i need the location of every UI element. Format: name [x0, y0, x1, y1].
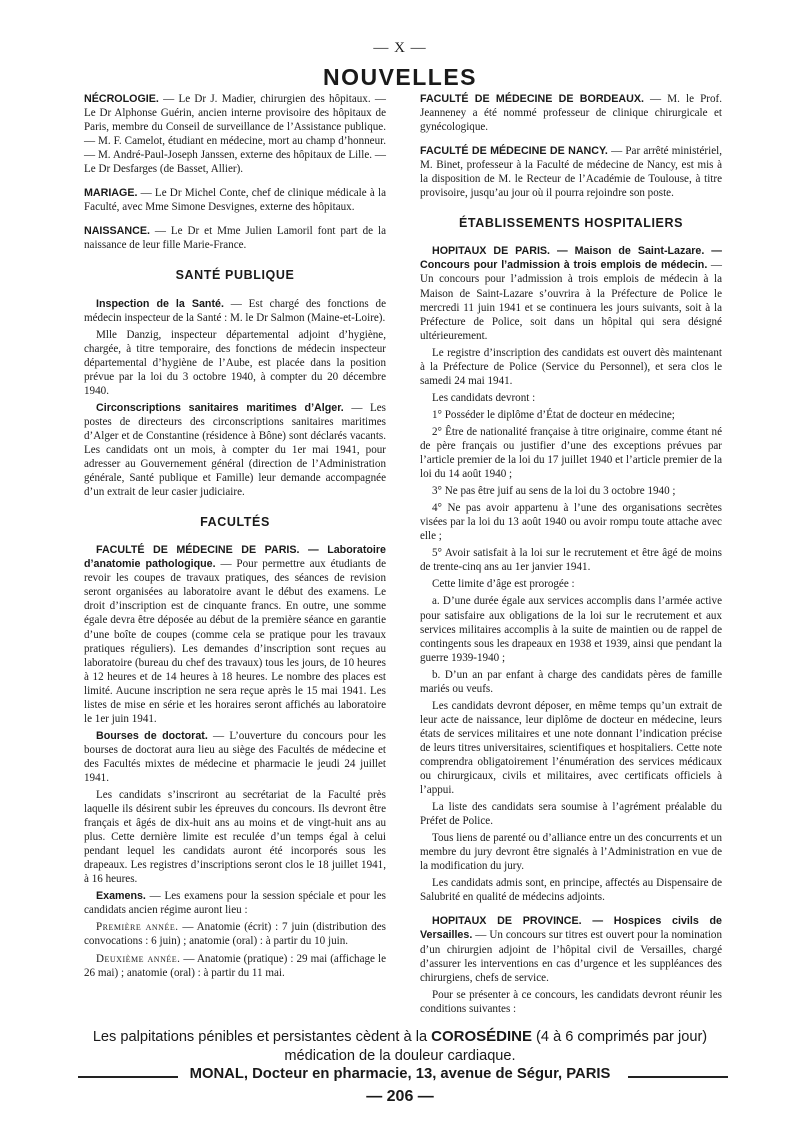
limite-a: a. D’une durée égale aux services accomplis dans l’armée active pour satisfaire aux obligations de la loi sur le recrutement et aux services militaires accomplis à la suite de maintien ou de rappel de contingents sous les drapeaux en 1938 et 1939, ainsi que pendant la guerre 1939-1940 ; [420, 595, 722, 664]
inspection-paragraph [84, 297, 386, 325]
necrologie-heading: NÉCROLOGIE. [84, 93, 159, 105]
bourses-paragraph-2: Les candidats s’inscriront au secrétariat de la Faculté près laquelle ils désirent subir les épreuves du concours. Ils devront être français et âgés de dix-huit ans au moins et de vingt-huit ans au plus. Cette dernière limite est reculée d’un temps égal à celui pendant lequel les candidats auront été incorporés sous les drapeaux. Les registres d’inscriptions seront clos le 18 juillet 1941, à 16 heures. [84, 789, 386, 886]
hopitaux-paris-paragraph [420, 244, 722, 342]
naissance-paragraph [84, 224, 386, 252]
premiere-annee-text: — Anatomie (écrit) : 7 juin (distribution des convocations : 6 juin) ; anatomie (oral) : à partir du 10 juin. [84, 921, 386, 948]
examens-paragraph [84, 889, 386, 917]
naissance-heading: NAISSANCE. [84, 225, 150, 238]
danzig-paragraph: Mlle Danzig, inspecteur départemental adjoint d’hygiène, chargée, à titre temporaire, des fonctions de médecin inspecteur départemental d’hygiène de l’Aube, est placée dans la position prévue par la loi du 3 octobre 1940, à compter du 20 décembre 1940. [84, 328, 386, 397]
deposer-paragraph: Les candidats devront déposer, en même temps qu’un extrait de leur acte de naissance, leur diplôme de docteur en médecine, leurs états de services militaires et une note donnant l’indication précise de leurs titres universitaires, scientifiques et hospitaliers. Cette note comprendra obligatoirement l’énumération des services médicaux ou chirurgicaux, civils et militaires, avec certificats officiels à l’appui. [420, 699, 722, 797]
admis-paragraph: Les candidats admis sont, en principe, affectés au Dispensaire de Salubrité en qualité de médecins adjoints. [420, 877, 722, 904]
faculte-paris-paragraph [84, 543, 386, 726]
naissance-text: — Le Dr et Mme Julien Lamoril font part de la naissance de leur fille Marie-France. [84, 225, 386, 252]
mariage-heading: MARIAGE. [84, 187, 138, 200]
advert-brand: COROSÉDINE [431, 1028, 532, 1045]
examens-text: — Les examens pour la session spéciale et pour les candidats ancien régime auront lieu : [84, 890, 386, 917]
bordeaux-paragraph [420, 92, 722, 134]
hopitaux-paris-heading: HOPITAUX DE PARIS. — Maison de Saint-Lazare. — Concours pour l’admission à trois emplois de médecin. [420, 245, 722, 272]
examens-heading: Examens. [96, 890, 146, 903]
bourses-heading: Bourses de doctorat. [96, 729, 208, 742]
bourses-paragraph [84, 729, 386, 785]
advert-line-2: médication de la douleur cardiaque. [284, 1048, 516, 1064]
mariage-text: — Le Dr Michel Conte, chef de clinique médicale à la Faculté, avec Mme Simone Desvignes, externe des hôpitaux. [84, 187, 386, 214]
bourses-text: — L’ouverture du concours pour les bourses de doctorat aura lieu au siège des Facultés de médecine et des Facultés mixtes de médecine et pharmacie le jeudi 24 juillet 1941. [84, 729, 386, 784]
hopitaux-province-heading: HOPITAUX DE PROVINCE. — Hospices civils de Versailles. [420, 915, 722, 942]
advert-line-1-post: (4 à 6 comprimés par jour) [531, 1029, 708, 1045]
presenter-paragraph: Pour se présenter à ce concours, les candidats devront réunir les conditions suivantes : [420, 988, 722, 1015]
mariage-paragraph [84, 186, 386, 214]
circonscriptions-text: — Les postes de directeurs des circonscriptions sanitaires maritimes d’Alger et de Constantine (résidence à Bône) sont déclarés vacants. Les candidats ont un mois, à compter du 1er mai 1941, pour adresser au Gouvernement général (direction de l’Administration générale, Santé publique et Famille) leur demande accompagnée d’un extrait de leur casier judiciaire. [84, 401, 386, 499]
left-column [84, 92, 386, 983]
limite-b: b. D’un an par enfant à charge des candidats pères de famille mariés ou veufs. [420, 668, 722, 695]
nancy-paragraph [420, 144, 722, 200]
right-column [420, 92, 722, 1019]
deuxieme-annee-label: Deuxième année. [96, 952, 181, 965]
premiere-annee-label: Première année. [96, 921, 179, 934]
necrologie-paragraph [84, 92, 386, 176]
bordeaux-text: — M. le Prof. Jeanneney a été nommé professeur de clinique chirurgicale et gynécologique. [420, 93, 722, 134]
bordeaux-heading: FACULTÉ DE MÉDECINE DE BORDEAUX. [420, 93, 644, 105]
condition-4: 4° Ne pas avoir appartenu à l’une des organisations secrètes visées par la loi du 13 août 1940 ou avoir rompu toute attache avec elle ; [420, 502, 722, 543]
necrologie-text: — Le Dr J. Madier, chirurgien des hôpitaux. — Le Dr Alphonse Guérin, ancien interne provisoire des hôpitaux de Paris, membre du Conseil de surveillance de l’Assistance publique. — M. F. Camelot, étudiant en médecine, mort au champ d’honneur. — M. André-Paul-Joseph Janssen, externe des hôpitaux de Lille. — Le Dr Desfarges (de Basset, Allier). [84, 93, 386, 176]
nancy-text: — Par arrêté ministériel, M. Binet, professeur à la Faculté de médecine de Nancy, est mis à la disposition de M. le Recteur de l’Académie de Toulouse, à titre provisoire, jusqu’au jour où il pourra rejoindre son poste. [420, 145, 722, 200]
condition-2: 2° Être de nationalité française à titre originaire, comme étant né de père français ou justifier d’une des exceptions prévues par l’article premier de la loi du 17 juillet 1940 et l’article premier de la loi du 14 août 1940 ; [420, 425, 722, 481]
etablissements-title: ÉTABLISSEMENTS HOSPITALIERS [458, 216, 684, 231]
page-title: NOUVELLES [322, 64, 478, 90]
deuxieme-annee-paragraph [84, 952, 386, 980]
condition-1: 1° Posséder le diplôme d’État de docteur en médecine; [432, 408, 675, 421]
circonscriptions-paragraph [84, 401, 386, 499]
condition-5: 5° Avoir satisfait à la loi sur le recrutement et être âgé de moins de trente-cinq ans au 1er janvier 1941. [420, 547, 722, 574]
circonscriptions-heading: Circonscriptions sanitaires maritimes d’Alger. [96, 401, 344, 414]
faculte-paris-heading: FACULTÉ DE MÉDECINE DE PARIS. — Laboratoire d’anatomie pathologique. [84, 544, 386, 571]
liste-paragraph: La liste des candidats sera soumise à l’agrément préalable du Préfet de Police. [420, 801, 722, 828]
facultes-title: FACULTÉS [200, 515, 270, 530]
candidats-paragraph: Les candidats devront : [432, 391, 536, 404]
inspection-text: — Est chargé des fonctions de médecin inspecteur de la Santé : M. le Dr Salmon (Maine-et-Loire). [84, 297, 386, 324]
advert-line-3: MONAL, Docteur en pharmacie, 13, avenue de Ségur, PARIS [189, 1066, 611, 1082]
page-mark: — X — [373, 40, 427, 56]
registre-paragraph: Le registre d’inscription des candidats est ouvert dès maintenant à la Préfecture de Police (Service du Personnel), et sera clos le samedi 24 mai 1941. [420, 346, 722, 387]
nancy-heading: FACULTÉ DE MÉDECINE DE NANCY. [420, 145, 608, 158]
deuxieme-annee-text: — Anatomie (pratique) : 29 mai (affichage le 26 mai) ; anatomie (oral) : à partir du 11 mai. [84, 952, 386, 979]
liens-paragraph: Tous liens de parenté ou d’alliance entre un des concurrents et un membre du jury devront être signalés à l’Administration en vue de la modification du jury. [420, 832, 722, 873]
advert-line-1 [0, 1028, 800, 1045]
sante-publique-title: SANTÉ PUBLIQUE [175, 268, 295, 283]
inspection-heading: Inspection de la Santé. [96, 297, 224, 310]
hopitaux-province-paragraph [420, 914, 722, 984]
page-number: — 206 — [366, 1088, 434, 1105]
condition-3: 3° Ne pas être juif au sens de la loi du 3 octobre 1940 ; [432, 485, 676, 498]
advert-rule-right [628, 1076, 728, 1078]
limite-paragraph: Cette limite d’âge est prorogée : [432, 578, 575, 591]
hopitaux-province-text: — Un concours sur titres est ouvert pour la nomination d’un chirurgien adjoint de l’hôpital civil de Versailles, chargé d’assurer les interventions en cas d’urgence et les suppléances des chirurgiens, chefs de service. [420, 929, 722, 984]
faculte-paris-text: — Pour permettre aux étudiants de revoir les coupes de travaux pratiques, des séances de revision seront organisées au laboratoire avant le début des examens. Le droit d’inscription est de cinquante francs. En outre, une somme égale devra être déposée au début de la première séance en garantie d’une boîte de coupes (comme cela se pratique pour les travaux pratiques réguliers). Les demandes d’inscription sont reçues au laboratoire (bureau du chef des travaux) tous les jours, de 10 heures à 12 heures et de 14 heures à 18 heures. Le nombre des places est limité. Aucune inscription ne sera reçue après le 15 mai 1941. Les listes de mise en série et les horaires seront affichés au laboratoire le 1er juin 1941. [84, 558, 386, 725]
hopitaux-paris-text: — Un concours pour l’admission à trois emplois de médecin à la Maison de Saint-Lazare s’ouvrira à la Préfecture de Police le mercredi 11 juin 1941 et se continuera les jours suivants, soit à la Préfecture de Police, soit dans un hôpital qui sera désigné ultérieurement. [420, 259, 722, 342]
premiere-annee-paragraph [84, 920, 386, 948]
advert-line-1-pre: Les palpitations pénibles et persistantes cèdent à la [92, 1029, 432, 1045]
